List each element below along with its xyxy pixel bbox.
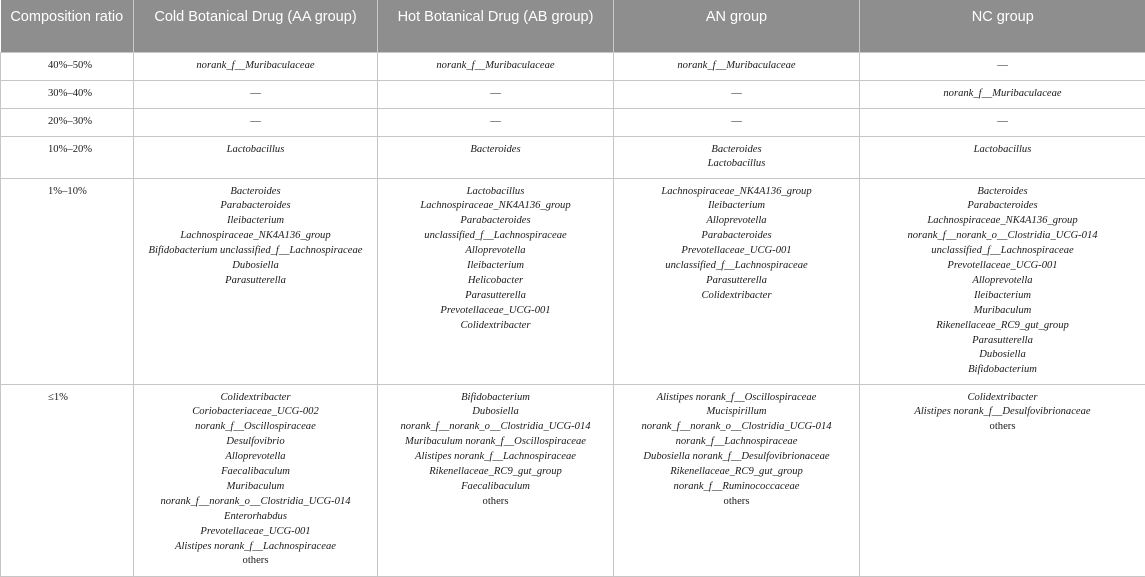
taxon-name: norank_f__Muribaculaceae: [138, 59, 373, 74]
taxon-name: Bifidobacterium unclassified_f__Lachnospiraceae: [138, 244, 373, 259]
taxon-name: norank_f__Oscillospiraceae: [138, 420, 373, 435]
taxa-cell-ab: [378, 52, 614, 80]
taxon-name: Dubosiella: [382, 405, 609, 420]
composition-ratio-cell: 40%–50%: [1, 52, 134, 80]
taxon-name: Muribaculum: [864, 304, 1141, 319]
taxon-name: Prevotellaceae_UCG-001: [618, 244, 855, 259]
taxon-name: Mucispirillum: [618, 405, 855, 420]
taxa-cell-aa: [134, 108, 378, 136]
taxon-name: Faecalibaculum: [382, 480, 609, 495]
taxon-name: norank_f__norank_o__Clostridia_UCG-014: [382, 420, 609, 435]
taxa-cell-an: [614, 80, 860, 108]
taxon-name: Bacteroides: [138, 185, 373, 200]
taxon-name: norank_f__Muribaculaceae: [618, 59, 855, 74]
taxon-name: Alistipes norank_f__Desulfovibrionaceae: [864, 405, 1141, 420]
taxon-name: —: [382, 115, 609, 130]
header-nc-group: NC group: [860, 0, 1145, 52]
taxon-name: Bacteroides: [864, 185, 1141, 200]
taxon-name: Muribaculum norank_f__Oscillospiraceae: [382, 435, 609, 450]
taxon-name: others: [618, 495, 855, 510]
taxon-name: Parasutterella: [864, 334, 1141, 349]
taxon-name: Alloprevotella: [864, 274, 1141, 289]
taxon-name: Dubosiella: [864, 348, 1141, 363]
taxon-name: norank_f__norank_o__Clostridia_UCG-014: [864, 229, 1141, 244]
taxon-name: Rikenellaceae_RC9_gut_group: [864, 319, 1141, 334]
table-row: [1, 178, 1145, 384]
taxon-name: Ileibacterium: [138, 214, 373, 229]
taxon-name: —: [618, 115, 855, 130]
taxon-name: unclassified_f__Lachnospiraceae: [382, 229, 609, 244]
taxon-name: Rikenellaceae_RC9_gut_group: [618, 465, 855, 480]
taxa-cell-nc: [860, 52, 1145, 80]
taxon-name: —: [138, 87, 373, 102]
taxon-name: Muribaculum: [138, 480, 373, 495]
taxon-name: Parabacteroides: [618, 229, 855, 244]
header-aa-group: Cold Botanical Drug (AA group): [134, 0, 378, 52]
taxa-cell-aa: [134, 80, 378, 108]
taxon-name: Lactobacillus: [618, 157, 855, 172]
table-row: [1, 136, 1145, 178]
taxon-name: —: [138, 115, 373, 130]
taxon-name: Rikenellaceae_RC9_gut_group: [382, 465, 609, 480]
taxa-cell-aa: [134, 52, 378, 80]
taxon-name: norank_f__Ruminococcaceae: [618, 480, 855, 495]
taxa-cell-ab: [378, 384, 614, 576]
taxa-cell-aa: [134, 384, 378, 576]
taxon-name: Prevotellaceae_UCG-001: [138, 525, 373, 540]
taxa-cell-ab: [378, 178, 614, 384]
taxa-cell-aa: [134, 136, 378, 178]
taxa-cell-an: [614, 178, 860, 384]
taxon-name: norank_f__Muribaculaceae: [382, 59, 609, 74]
composition-ratio-cell: 20%–30%: [1, 108, 134, 136]
taxon-name: Lachnospiraceae_NK4A136_group: [138, 229, 373, 244]
taxon-name: Parasutterella: [138, 274, 373, 289]
header-composition-ratio: Composition ratio: [1, 0, 134, 52]
taxa-cell-nc: [860, 80, 1145, 108]
taxon-name: others: [138, 554, 373, 569]
taxon-name: Parabacteroides: [382, 214, 609, 229]
taxon-name: Parabacteroides: [864, 199, 1141, 214]
taxon-name: Helicobacter: [382, 274, 609, 289]
taxon-name: Ileibacterium: [382, 259, 609, 274]
taxon-name: Alistipes norank_f__Lachnospiraceae: [382, 450, 609, 465]
table-body: [1, 52, 1145, 576]
taxon-name: Colidextribacter: [382, 319, 609, 334]
table-row: [1, 384, 1145, 576]
taxon-name: Alloprevotella: [382, 244, 609, 259]
taxa-cell-ab: [378, 80, 614, 108]
taxon-name: —: [864, 59, 1141, 74]
taxa-cell-an: [614, 136, 860, 178]
taxa-cell-ab: [378, 108, 614, 136]
taxon-name: others: [382, 495, 609, 510]
taxon-name: Lachnospiraceae_NK4A136_group: [864, 214, 1141, 229]
table-row: [1, 52, 1145, 80]
taxa-cell-aa: [134, 178, 378, 384]
taxa-cell-nc: [860, 136, 1145, 178]
composition-ratio-cell: 30%–40%: [1, 80, 134, 108]
taxon-name: norank_f__Muribaculaceae: [864, 87, 1141, 102]
taxon-name: Lactobacillus: [864, 143, 1141, 158]
taxon-name: Lachnospiraceae_NK4A136_group: [618, 185, 855, 200]
taxon-name: others: [864, 420, 1141, 435]
composition-ratio-cell: 1%–10%: [1, 178, 134, 384]
taxon-name: Parabacteroides: [138, 199, 373, 214]
taxon-name: Alistipes norank_f__Oscillospiraceae: [618, 391, 855, 406]
taxon-name: Colidextribacter: [618, 289, 855, 304]
taxon-name: Desulfovibrio: [138, 435, 373, 450]
taxon-name: Parasutterella: [618, 274, 855, 289]
taxon-name: Parasutterella: [382, 289, 609, 304]
taxon-name: Colidextribacter: [864, 391, 1141, 406]
taxon-name: Lactobacillus: [138, 143, 373, 158]
taxon-name: Alistipes norank_f__Lachnospiraceae: [138, 540, 373, 555]
header-ab-group: Hot Botanical Drug (AB group): [378, 0, 614, 52]
taxon-name: —: [382, 87, 609, 102]
taxa-cell-nc: [860, 178, 1145, 384]
taxon-name: Faecalibaculum: [138, 465, 373, 480]
taxon-name: Prevotellaceae_UCG-001: [864, 259, 1141, 274]
taxon-name: unclassified_f__Lachnospiraceae: [618, 259, 855, 274]
taxa-cell-an: [614, 108, 860, 136]
taxa-cell-nc: [860, 108, 1145, 136]
taxon-name: Alloprevotella: [618, 214, 855, 229]
taxon-name: norank_f__norank_o__Clostridia_UCG-014: [618, 420, 855, 435]
taxon-name: Lactobacillus: [382, 185, 609, 200]
taxon-name: Bacteroides: [382, 143, 609, 158]
taxa-cell-ab: [378, 136, 614, 178]
taxa-cell-an: [614, 52, 860, 80]
taxon-name: norank_f__norank_o__Clostridia_UCG-014: [138, 495, 373, 510]
table-row: [1, 108, 1145, 136]
taxon-name: Ileibacterium: [618, 199, 855, 214]
table-row: [1, 80, 1145, 108]
taxon-name: Lachnospiraceae_NK4A136_group: [382, 199, 609, 214]
taxon-name: norank_f__Lachnospiraceae: [618, 435, 855, 450]
taxon-name: unclassified_f__Lachnospiraceae: [864, 244, 1141, 259]
taxon-name: Bifidobacterium: [864, 363, 1141, 378]
taxon-name: Alloprevotella: [138, 450, 373, 465]
header-an-group: AN group: [614, 0, 860, 52]
taxon-name: Dubosiella norank_f__Desulfovibrionaceae: [618, 450, 855, 465]
taxon-name: Prevotellaceae_UCG-001: [382, 304, 609, 319]
taxon-name: Ileibacterium: [864, 289, 1141, 304]
taxon-name: Colidextribacter: [138, 391, 373, 406]
taxon-name: Coriobacteriaceae_UCG-002: [138, 405, 373, 420]
taxa-cell-nc: [860, 384, 1145, 576]
composition-ratio-cell: ≤1%: [1, 384, 134, 576]
taxon-name: Enterorhabdus: [138, 510, 373, 525]
taxon-name: Dubosiella: [138, 259, 373, 274]
taxa-cell-an: [614, 384, 860, 576]
taxon-name: —: [864, 115, 1141, 130]
taxon-name: Bifidobacterium: [382, 391, 609, 406]
composition-ratio-cell: 10%–20%: [1, 136, 134, 178]
header-row: [1, 0, 1145, 52]
taxon-name: —: [618, 87, 855, 102]
taxon-name: Bacteroides: [618, 143, 855, 158]
